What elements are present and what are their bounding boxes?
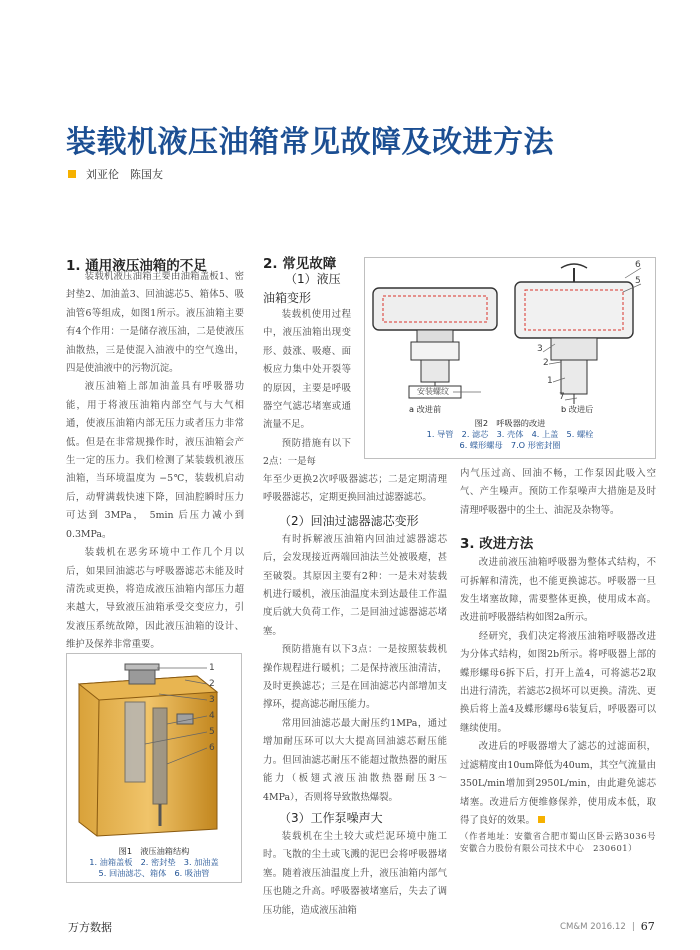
subsection-heading: 油箱变形 (263, 291, 312, 305)
paragraph: 液压油箱上部加油盖具有呼吸器功能，用于将液压油箱内部空气与大气相通，使液压油箱内部无压力或者压力非常低。但是在非常规操作时，液压油箱会产生一定的压力。我们检测了某装载机液压油箱，当环境温度为 −5℃，装载机启动后，动臂满载快速下降，回油腔瞬时压力可达到 3MPa， 5min 后压力减小到 0.3MPa。 (66, 381, 244, 540)
figure-caption: 图2 呼吸器的改进 (474, 418, 546, 428)
author-affiliation: （作者地址：安徽省合肥市蜀山区卧云路3036号 安徽合力股份有限公司技术中心 230601） (460, 831, 665, 854)
callout-label: 3 (537, 344, 543, 354)
authors-line (68, 166, 163, 182)
callout-label: 6 (209, 743, 215, 753)
subsection-heading: （3）工作泵噪声大 (279, 810, 383, 825)
paragraph: 装载机在尘土较大或烂泥环境中施工时。飞散的尘土或飞溅的泥巴会将呼吸器堵塞。随着液压油温度上升，液压油箱内部气压也随之升高。呼吸器被堵塞后，失去了调压功能，造成液压油箱 (263, 830, 447, 916)
footer-separator: | (631, 921, 635, 932)
figure-1-caption-block (67, 846, 241, 879)
callout-label: 2 (209, 679, 215, 689)
paragraph: 装载机在恶劣环境中工作几个月以后，如果回油滤芯与呼吸器滤芯未能及时清洗或更换，将造成液压油箱内部压力超来越大，导致液压油箱承受交变应力，引发液压系统故障，因此液压油箱的设计、维护及保养非常重要。 (66, 547, 244, 651)
section3-heading: 3. 改进方法 (460, 536, 534, 553)
paragraph: 经研究，我们决定将液压油箱呼吸器改进为分体式结构，如图2b所示。将呼吸器上部的蝶形螺母6拆下后，打开上盖4，可将滤芯2取出进行清洗，若滤芯2损坏可以更换。清洗、更换后将上盖4及蝶形螺母6装复后，呼吸器可以继续使用。 (460, 630, 656, 734)
narrow-text-block (263, 306, 351, 472)
figure-legend: 1. 油箱盖板 2. 密封垫 3. 加油盖 (89, 857, 219, 867)
figure-2 (364, 257, 656, 459)
paragraph: 预防措施有以下2点：一是每 (263, 437, 351, 468)
paragraph: 常用回油滤芯最大耐压约1MPa，通过增加耐压环可以大大提高回油滤芯耐压能力。但回油滤芯耐压不能超过散热器的耐压能力（板翅式液压油散热器耐压3～4MPa），否则将导致散热爆裂。 (263, 717, 447, 803)
column3-body (460, 465, 665, 854)
author-marker-icon (68, 170, 76, 178)
paragraph: 内气压过高、回油不畅，工作泵因此吸入空气、产生噪声。预防工作泵噪声大措施是及时清理呼吸器中的尘土、油泥及杂物等。 (460, 468, 656, 516)
footer-watermark: 万方数据 (68, 921, 112, 934)
paragraph: 装载机使用过程中，液压油箱出现变形、鼓涨、吸瘪、面板应力集中处开裂等的原因，主要是呼吸器空气滤芯堵塞或通流量不足。 (263, 309, 351, 431)
journal-label: CM&M 2016.12 (560, 921, 626, 932)
callout-label: 2 (543, 358, 549, 368)
callout-label: 1 (209, 663, 215, 673)
subsection-heading: （1）液压 (285, 272, 341, 286)
section1-heading: 1. 通用液压油箱的不足 (66, 258, 207, 274)
page-number: 67 (640, 920, 655, 933)
footer-info (560, 920, 655, 933)
paragraph: 装载机液压油箱主要由油箱盖板1、密封垫2、加油盖3、回油滤芯5、箱体5、吸油管6等组成，如图1所示。液压油箱主要有4个作用：一是储存液压油，二是使液压油散热，三是使混入油液中的空气逸出，四是使油液中的污物沉淀。 (66, 271, 244, 375)
callout-label: 3 (209, 695, 215, 705)
breather-after-drawing (515, 264, 641, 404)
end-mark-icon (538, 816, 545, 823)
section2-heading: 2. 常见故障 (263, 256, 337, 272)
callout-label: 1 (547, 376, 553, 386)
breather-illustration (365, 258, 655, 418)
figure-legend: 1. 导管 2. 滤芯 3. 壳体 4. 上盖 5. 螺栓 (426, 429, 594, 439)
callout-label: 6 (635, 260, 641, 270)
section2-body (263, 471, 447, 920)
authors: 刘亚伦 陈国友 (86, 168, 163, 181)
article-title: 装载机液压油箱常见故障及改进方法 (66, 125, 554, 160)
figure-2-caption-block (365, 418, 655, 451)
paragraph: 改进前液压油箱呼吸器为整体式结构，不可拆解和清洗，也不能更换滤芯。呼吸器一旦发生堵塞故障，需要整体更换，使用成本高。改进前呼吸器结构如图2a所示。 (460, 557, 656, 624)
paragraph (460, 738, 656, 830)
figure-caption: 图1 液压油箱结构 (118, 846, 190, 856)
callout-label: 7 (559, 392, 565, 402)
subsection-heading: （2）回油过滤器滤芯变形 (279, 513, 419, 528)
figure-legend: 6. 蝶形螺母 7.O 形密封圈 (459, 440, 561, 450)
paragraph: 有时拆解液压油箱内回油过滤器滤芯后，会发现接近两端回油法兰处被吸瘪，甚至破裂。其原因主要有2种：一是未对装载机进行暖机，液压油温度未到达最佳工作温度后就大负荷工作，二是回油过滤器滤芯堵塞。 (263, 533, 447, 637)
paragraph: 年至少更换2次呼吸器滤芯；二是定期清理呼吸器滤芯，定期更换回油过滤器滤芯。 (263, 474, 447, 504)
callout-label: 4 (209, 711, 215, 721)
subfigure-b-label: b 改进后 (561, 404, 594, 414)
subfigure-a-label: a 改进前 (409, 404, 442, 414)
paragraph-text: 改进后的呼吸器增大了滤芯的过滤面积，过滤精度由10um降低为40um，其空气流量由350L/min增加到2950L/min，由此避免滤芯堵塞。改进后方便维修保养，使用成本低，取得了良好的效果。 (460, 741, 656, 826)
figure-1 (66, 653, 242, 883)
paragraph: 预防措施有以下3点：一是按照装载机操作规程进行暖机；二是保持液压油清洁，及时更换滤芯；三是在回油滤芯内部增加支撑环，提高滤芯耐压能力。 (263, 644, 447, 711)
callout-label: 5 (635, 276, 641, 286)
section1-body (66, 268, 244, 655)
callout-label: 5 (209, 727, 215, 737)
breather-before-drawing (373, 288, 497, 398)
thread-label: 安装螺纹 (417, 387, 449, 396)
figure-legend: 5. 回油滤芯、箱体 6. 吸油管 (98, 868, 210, 878)
